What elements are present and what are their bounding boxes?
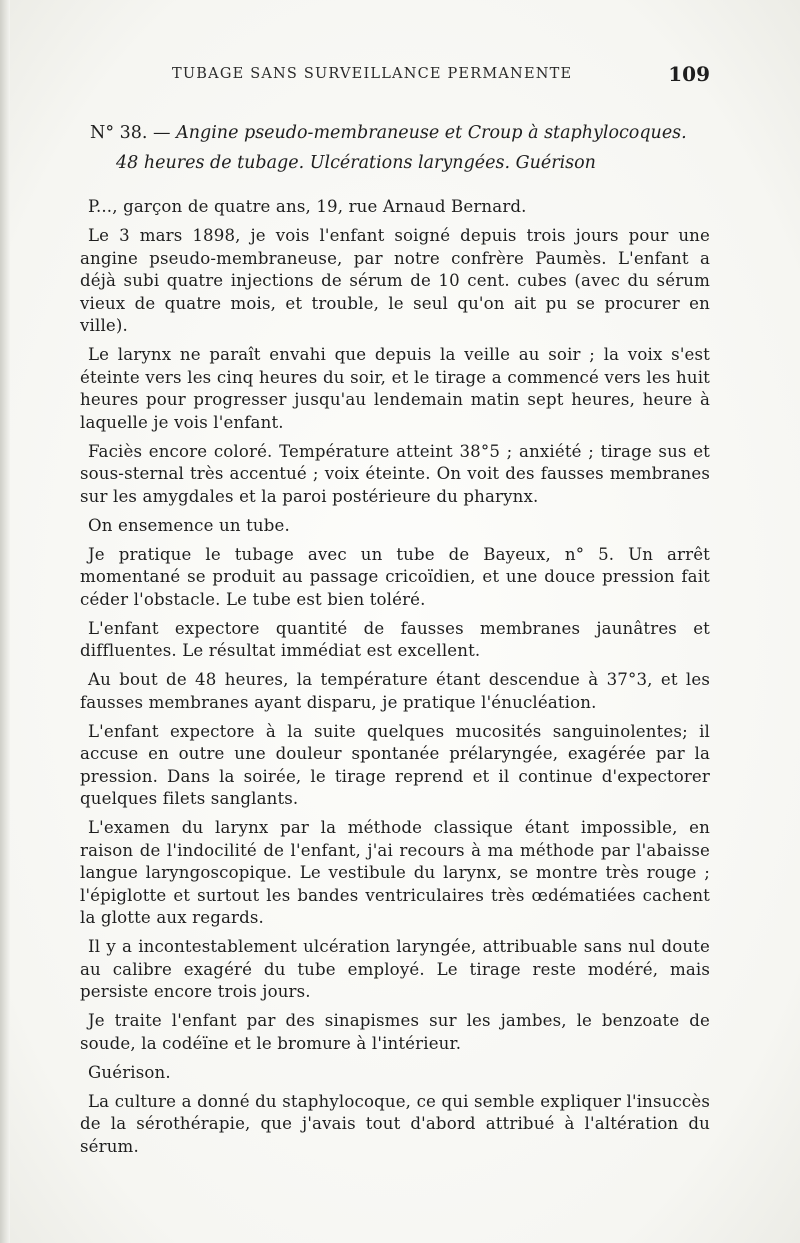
page-left-edge-shadow [0,0,10,1243]
paragraph: Le 3 mars 1898, je vois l'enfant soigné depuis trois jours pour une angine pseudo-membraneuse, par notre confrère Paumès. L'enfant a déjà subi quatre injections de sérum de 10 cent. cubes (avec du sérum vieux de quatre mois, et trouble, le seul qu'on ait pu se procurer en ville). [80,226,710,335]
paragraph: Au bout de 48 heures, la température étant descendue à 37°3, et les fausses membranes ayant disparu, je pratique l'énucléation. [80,670,710,712]
paragraph: Je traite l'enfant par des sinapismes sur les jambes, le benzoate de soude, la codéïne et le bromure à l'intérieur. [80,1011,710,1053]
case-heading-line [90,118,710,148]
case-heading [90,118,710,178]
page-number: 109 [668,62,710,86]
paragraph: L'enfant expectore à la suite quelques mucosités sanguinolentes; il accuse en outre une douleur spontanée prélaryngée, exagérée par la pression. Dans la soirée, le tirage reprend et il continue d'expectorer quelques filets sanglants. [80,721,710,808]
paragraph: P..., garçon de quatre ans, 19, rue Arnaud Bernard. [88,197,527,216]
paragraph: Faciès encore coloré. Température atteint 38°5 ; anxiété ; tirage sus et sous-sternal très accentué ; voix éteinte. On voit des fausses membranes sur les amygdales et la paroi postérieure du pharynx. [80,441,710,506]
case-subtitle: 48 heures de tubage. Ulcérations laryngées. Guérison [116,153,596,173]
paragraph: L'examen du larynx par la méthode classique étant impossible, en raison de l'indocilité de l'enfant, j'ai recours à ma méthode par l'abaisse langue laryngoscopique. Le vestibule du larynx, se montre très rouge ; l'épiglotte et surtout les bandes ventriculaires très œdématiées cachent la glotte aux regards. [80,818,710,927]
page-header [80,62,710,88]
paragraph: Guérison. [88,1062,171,1082]
paragraph: L'enfant expectore quantité de fausses membranes jaunâtres et diffluentes. Le résultat immédiat est excellent. [80,618,710,660]
case-title: Angine pseudo-membraneuse et Croup à staphylocoques. [176,123,687,143]
paragraph: Je pratique le tubage avec un tube de Bayeux, n° 5. Un arrêt momentané se produit au passage cricoïdien, et une douce pression fait céder l'obstacle. Le tube est bien toléré. [80,544,710,609]
paragraph: Le larynx ne paraît envahi que depuis la veille au soir ; la voix s'est éteinte vers les cinq heures du soir, et le tirage a commencé vers les huit heures pour progresser jusqu'au lendemain matin sept heures, heure à laquelle je vois l'enfant. [80,345,710,432]
case-number: N° 38. — [90,123,177,143]
paragraph: La culture a donné du staphylocoque, ce qui semble expliquer l'insuccès de la sérothérapie, que j'avais tout d'abord attribué à l'altération du sérum. [80,1091,710,1156]
running-title: TUBAGE SANS SURVEILLANCE PERMANENTE [172,66,573,82]
paragraph: On ensemence un tube. [88,515,290,535]
case-body [80,196,710,1165]
paragraph: Il y a incontestablement ulcération laryngée, attribuable sans nul doute au calibre exagéré du tube employé. Le tirage reste modéré, mais persiste encore trois jours. [80,937,710,1001]
